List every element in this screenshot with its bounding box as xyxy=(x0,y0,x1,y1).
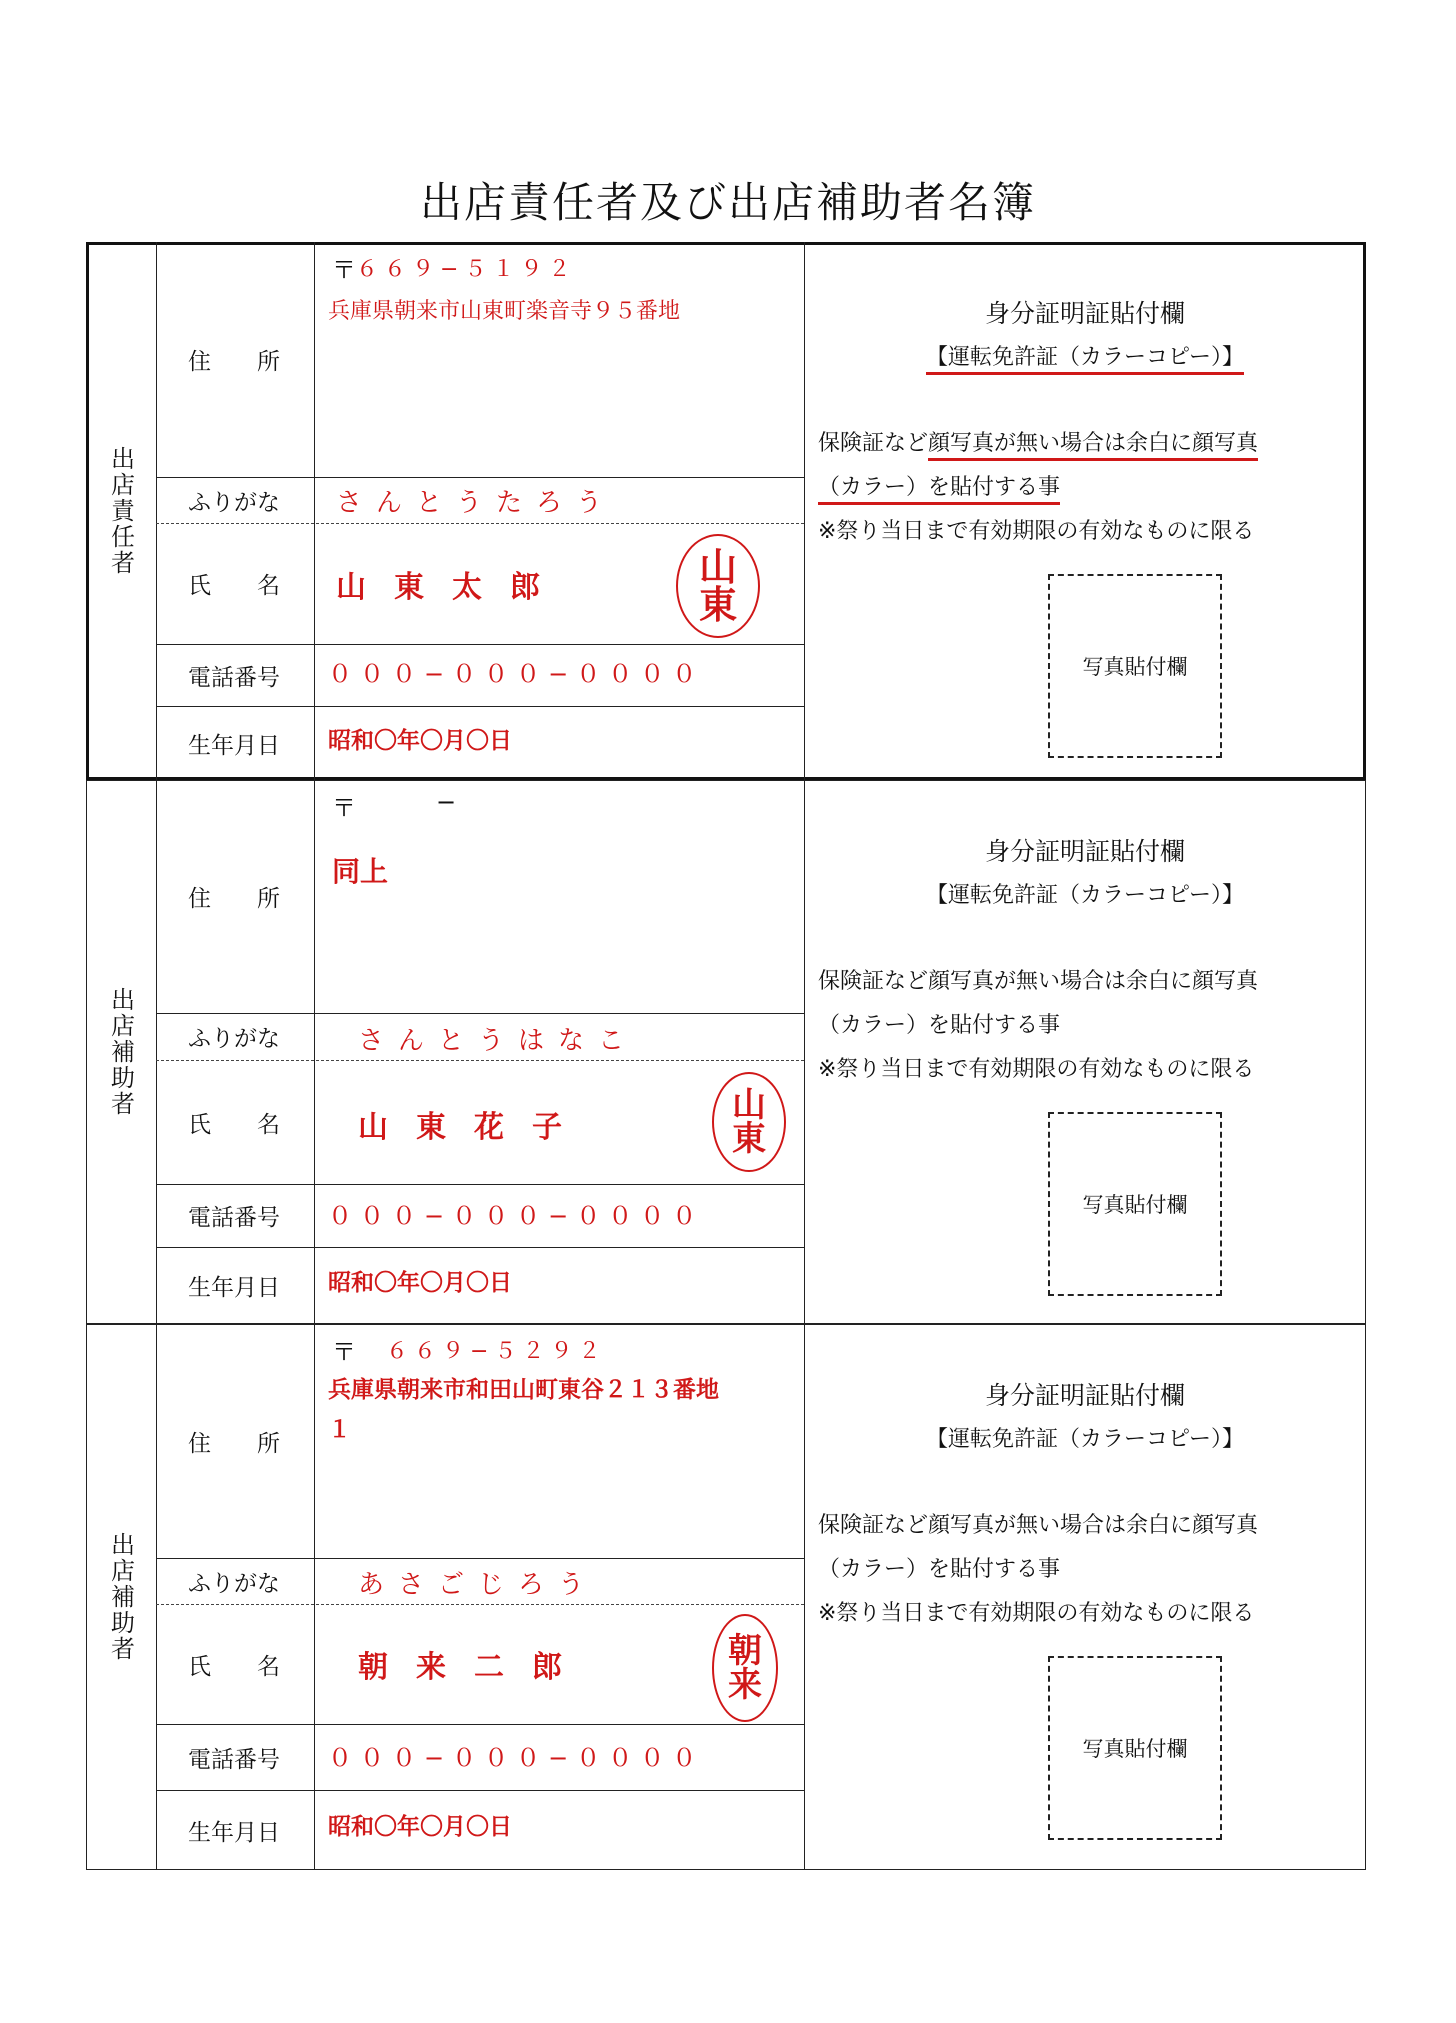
postal-mark: 〒 xyxy=(332,256,356,284)
name-label: 氏 名 xyxy=(188,1111,280,1138)
section-assistant-2 xyxy=(86,1324,1366,1870)
id-title: 身分証明証貼付欄 xyxy=(984,837,1185,866)
phone-value: ０００−０００−００００ xyxy=(328,1744,705,1772)
name-value: 山東花子 xyxy=(358,1110,590,1145)
phone-label: 電話番号 xyxy=(188,1746,280,1773)
section-responsible xyxy=(86,242,1366,780)
furigana-label: ふりがな xyxy=(188,1026,280,1052)
address-label: 住 所 xyxy=(188,1430,280,1457)
address-label: 住 所 xyxy=(188,349,280,375)
seal-stamp: 朝 来 xyxy=(712,1614,778,1722)
seal-stamp: 山 東 xyxy=(712,1072,786,1172)
photo-box: 写真貼付欄 xyxy=(1048,1656,1222,1840)
id-subtitle: 【運転免許証（カラーコピー）】 xyxy=(925,1427,1245,1452)
id-subtitle: 【運転免許証（カラーコピー）】 xyxy=(925,883,1245,908)
birth-value: 昭和〇年〇月〇日 xyxy=(328,1270,512,1296)
furigana-label: ふりがな xyxy=(188,1570,280,1597)
id-paste-area xyxy=(804,780,1366,1324)
photo-box: 写真貼付欄 xyxy=(1048,574,1222,758)
phone-value: ０００−０００−００００ xyxy=(328,1202,705,1230)
name-value: 山東太郎 xyxy=(336,570,568,605)
address-value: 兵庫県朝来市山東町楽音寺９５番地 xyxy=(328,299,681,324)
postal-dash: − xyxy=(436,788,457,816)
birth-label: 生年月日 xyxy=(188,732,280,759)
furigana-value: さんとうはなこ xyxy=(358,1026,639,1056)
furigana-label: ふりがな xyxy=(188,489,280,516)
postal-code: ６６９−５２９２ xyxy=(386,1339,607,1364)
phone-label: 電話番号 xyxy=(188,664,280,691)
phone-value: ０００−０００−００００ xyxy=(328,660,705,688)
birth-label: 生年月日 xyxy=(188,1819,280,1846)
name-label: 氏 名 xyxy=(188,1653,280,1680)
address-value: 同上 xyxy=(332,855,389,888)
postal-mark: 〒 xyxy=(332,794,356,822)
id-note: 保険証など顔写真が無い場合は余白に顔写真 （カラー）を貼付する事 ※祭り当日まで有効期限の有効なものに限る xyxy=(818,431,1259,544)
section-assistant-1 xyxy=(86,780,1366,1324)
birth-label: 生年月日 xyxy=(188,1275,280,1301)
name-value: 朝来二郎 xyxy=(358,1650,590,1685)
address-value: 兵庫県朝来市和田山町東谷２１３番地 １ xyxy=(328,1377,719,1443)
role-label: 出店補助者 xyxy=(106,987,135,1117)
id-title: 身分証明証貼付欄 xyxy=(984,1381,1185,1410)
id-note: 保険証など顔写真が無い場合は余白に顔写真 （カラー）を貼付する事 ※祭り当日まで有効期限の有効なものに限る xyxy=(818,1513,1259,1626)
phone-label: 電話番号 xyxy=(188,1205,280,1231)
furigana-value: あさごじろう xyxy=(358,1570,599,1600)
id-paste-area xyxy=(804,242,1366,780)
id-note: 保険証など顔写真が無い場合は余白に顔写真 （カラー）を貼付する事 ※祭り当日まで有効期限の有効なものに限る xyxy=(818,969,1259,1082)
postal-mark: 〒 xyxy=(332,1338,356,1366)
furigana-value: さんとうたろう xyxy=(336,488,617,518)
photo-box: 写真貼付欄 xyxy=(1048,1112,1222,1296)
role-label: 出店補助者 xyxy=(106,1532,135,1662)
id-subtitle: 【運転免許証（カラーコピー）】 xyxy=(804,340,1366,371)
role-label: 出店責任者 xyxy=(106,446,135,576)
birth-value: 昭和〇年〇月〇日 xyxy=(328,1814,512,1840)
postal-code: ６６９−５１９２ xyxy=(356,257,577,282)
seal-stamp: 山 東 xyxy=(676,534,760,638)
name-label: 氏 名 xyxy=(188,573,280,599)
page-title: 出店責任者及び出店補助者名簿 xyxy=(419,178,1036,227)
birth-value: 昭和〇年〇月〇日 xyxy=(328,728,512,754)
id-paste-area xyxy=(804,1324,1366,1870)
address-label: 住 所 xyxy=(188,886,280,912)
id-title: 身分証明証貼付欄 xyxy=(984,299,1185,328)
